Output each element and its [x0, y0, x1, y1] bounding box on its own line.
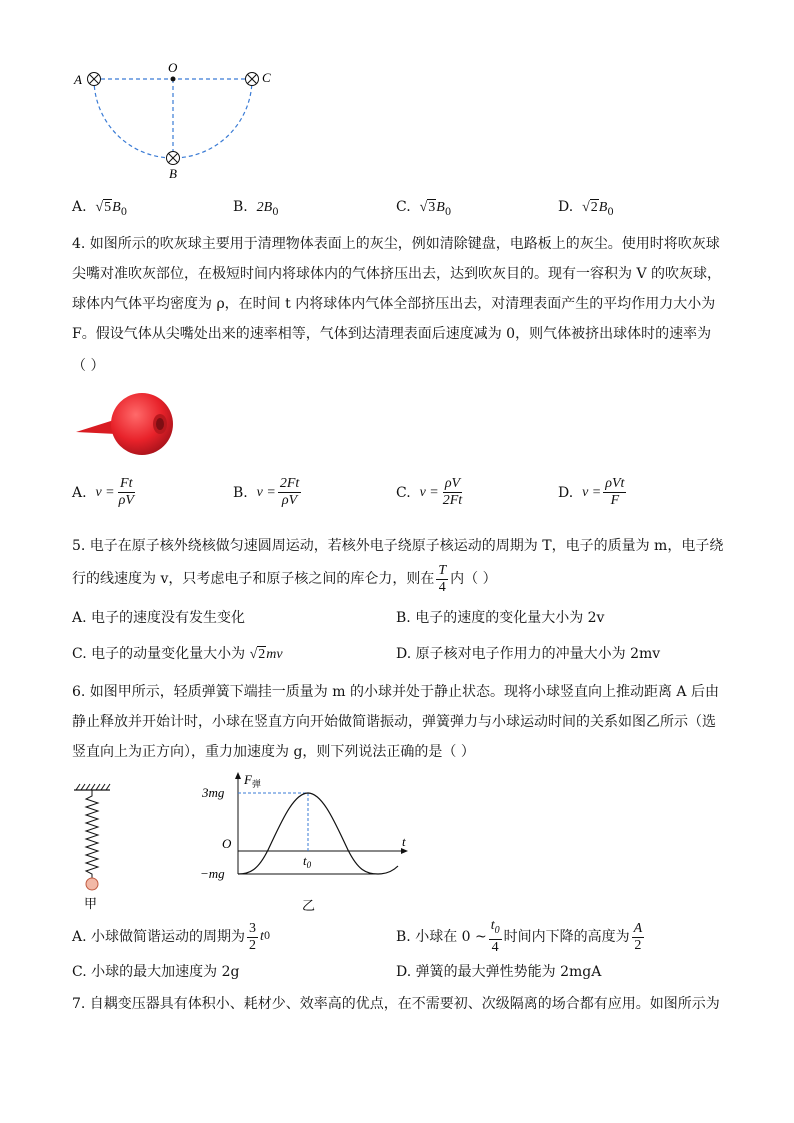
q6-line-3: 竖直向上为正方向），重力加速度为 g，则下列说法正确的是（ ） [72, 744, 475, 760]
numerator: 3 [249, 920, 257, 936]
option-text: A. 小球做简谐运动的周期为 [72, 929, 246, 945]
numerator: 2Ft [279, 476, 300, 491]
semicircle-arc [94, 79, 252, 158]
sqrt: √3 [419, 200, 436, 215]
dust-blower-icon [72, 388, 182, 456]
denominator: ρV [281, 493, 298, 508]
q6-option-b[interactable] [396, 920, 646, 954]
y-axis-label: $F_弹$ [244, 772, 261, 790]
q5-option-d[interactable]: D. 原子核对电子作用力的冲量大小为 2mv [396, 646, 661, 662]
option-letter: A. [72, 484, 87, 501]
force-curve [238, 793, 398, 874]
denominator: 2Ft [442, 493, 463, 508]
label-o: O [168, 62, 178, 75]
q4-line-3: 球体内气体平均密度为 ρ，在时间 t 内将球体内气体全部挤压出去，对清理表面产生的平均作用力大小为 [72, 296, 716, 312]
fraction [489, 918, 502, 956]
subscript: 0 [120, 206, 128, 218]
q5-option-a[interactable]: A. 电子的速度没有发生变化 [72, 610, 246, 626]
fraction [278, 476, 301, 509]
point-o [171, 77, 176, 82]
label-a: A [74, 72, 82, 87]
option-letter: C. [396, 484, 411, 501]
fraction [117, 476, 136, 509]
q4-line-5: （ ） [72, 358, 105, 374]
q4-line-1: 4. 如图所示的吹灰球主要用于清理物体表面上的灰尘，例如清除键盘，电路板上的灰尘。使用时将吹灰球 [72, 236, 720, 252]
numerator: A [633, 920, 643, 936]
numerator: T [438, 562, 447, 578]
fraction [441, 476, 464, 509]
v-equals: v = [419, 484, 439, 500]
radicand: 3 [428, 200, 436, 215]
symbol-mv: mv [266, 647, 283, 662]
sqrt: √2 [582, 200, 598, 215]
subscript: 0 [607, 206, 614, 218]
v-equals: v = [95, 484, 115, 500]
q5-line-1: 5. 电子在原子核外绕核做匀速圆周运动，若核外电子绕原子核运动的周期为 T，电子的质量为 m，电子绕 [72, 538, 724, 554]
q6-option-d[interactable]: D. 弹簧的最大弹性势能为 2mgA [396, 964, 602, 980]
option-letter: A. [72, 199, 87, 215]
q4-line-2: 尖嘴对准吹灰部位，在极短时间内将球体内的气体挤压出去，达到吹灰目的。现有一容积为 V 的吹灰球， [72, 266, 722, 282]
tick-origin: O [222, 836, 232, 851]
symbol-b: B [598, 200, 608, 215]
numerator: ρVt [605, 476, 625, 491]
wire-c-icon [246, 73, 259, 86]
q3-option-a[interactable] [72, 197, 127, 223]
figure-force-time [198, 770, 418, 915]
semicircle-diagram [70, 62, 280, 182]
tick-t0: $t_0$ [303, 853, 312, 870]
numerator: Ft [120, 476, 133, 491]
denominator: 4 [491, 939, 499, 955]
q4-option-a[interactable] [72, 476, 138, 509]
force-time-graph [198, 770, 418, 915]
sqrt: √5 [95, 200, 112, 215]
fraction [632, 921, 645, 954]
q6-line-1: 6. 如图甲所示，轻质弹簧下端挂一质量为 m 的小球并处于静止状态。现将小球竖直向上推动距离 A 后由 [72, 684, 719, 700]
q5-option-c[interactable] [72, 644, 283, 665]
radicand: 5 [104, 200, 112, 215]
figure-semicircle [70, 62, 280, 182]
fraction [603, 476, 626, 509]
sqrt: √2 [249, 647, 266, 662]
q6-option-c[interactable]: C. 小球的最大加速度为 2g [72, 964, 240, 980]
q5-line-2-tail: 内（ ） [450, 571, 497, 587]
radicand: 2 [258, 647, 266, 662]
label-yi: 乙 [302, 899, 316, 914]
figure-spring [70, 780, 120, 912]
v-equals: v = [256, 484, 276, 500]
q3-option-b[interactable] [233, 197, 279, 223]
denominator: ρV [118, 493, 134, 508]
option-letter: B. [233, 484, 248, 501]
dust-blower-image [72, 388, 182, 456]
label-jia: 甲 [84, 897, 98, 912]
ball-icon [86, 878, 98, 890]
symbol-b: B [112, 200, 121, 215]
option-text: B. 小球在 0 ~ [396, 929, 487, 945]
label-c: C [262, 70, 271, 85]
option-letter: B. [233, 199, 248, 215]
fraction-t-over-4 [436, 563, 448, 596]
symbol-t: t [260, 929, 264, 944]
q5-line-2 [72, 562, 497, 596]
q6-option-a[interactable] [72, 920, 270, 954]
q4-option-b[interactable] [233, 476, 303, 509]
q5-option-b[interactable]: B. 电子的速度的变化量大小为 2v [396, 610, 605, 626]
denominator: 2 [634, 937, 642, 953]
tick-3mg: 3mg [202, 785, 225, 800]
q6-line-2: 静止释放并开始计时，小球在竖直方向开始做简谐振动，弹簧弹力与小球运动时间的关系如图乙所示（选 [72, 714, 716, 730]
option-text-mid: 时间内下降的高度为 [503, 929, 630, 945]
q7-line-1: 7. 自耦变压器具有体积小、耗材少、效率高的优点，在不需要初、次级隔离的场合都有应用。如图所示为 [72, 996, 720, 1012]
q4-option-d[interactable] [558, 476, 628, 509]
q3-option-d[interactable] [558, 197, 614, 223]
symbol-b: B [436, 200, 445, 215]
spring-diagram [70, 780, 120, 912]
v-equals: v = [582, 484, 602, 500]
numerator: $t_0$ [489, 918, 502, 940]
radicand: 2 [590, 200, 598, 215]
option-value: 2B [256, 200, 273, 215]
wire-b-icon [167, 152, 180, 165]
x-axis-label: t [402, 834, 406, 849]
label-b: B [169, 166, 177, 181]
denominator: F [610, 493, 620, 508]
denominator: 2 [249, 937, 257, 953]
tick-neg-mg: −mg [200, 866, 225, 881]
denominator: 4 [438, 579, 446, 595]
option-text: C. 电子的动量变化量大小为 [72, 646, 246, 662]
option-letter: D. [558, 484, 574, 501]
q4-option-c[interactable] [396, 476, 466, 509]
numerator: ρV [444, 476, 461, 491]
fraction [247, 921, 258, 954]
wire-a-icon [88, 73, 101, 86]
q5-line-2-text: 行的线速度为 v，只考虑电子和原子核之间的库仑力，则在 [72, 571, 435, 587]
subscript: 0 [444, 206, 452, 218]
q4-line-4: F。假设气体从尖嘴处出来的速率相等，气体到达清理表面后速度减为 0，则气体被挤出球体时的速率为 [72, 326, 712, 342]
subscript: 0 [272, 206, 279, 218]
q3-option-c[interactable] [396, 197, 451, 223]
subscript: 0 [263, 931, 271, 942]
option-letter: C. [396, 199, 411, 215]
option-letter: D. [558, 199, 574, 215]
